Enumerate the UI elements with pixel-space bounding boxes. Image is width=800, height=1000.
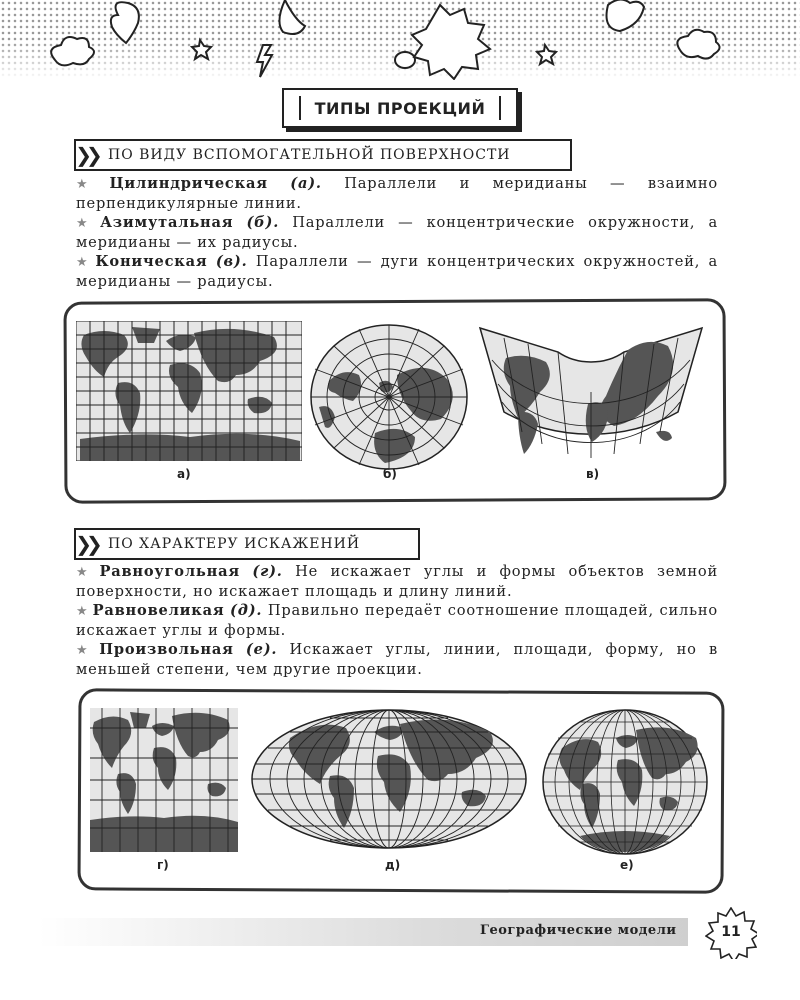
section-header-surface (74, 139, 572, 171)
page-number: 11 (721, 924, 741, 940)
star-icon: ★ (76, 604, 89, 619)
cloud-icon-2 (677, 30, 719, 59)
section-header-label: ПО ХАРАКТЕРУ ИСКАЖЕНИЙ (108, 536, 361, 552)
definition-conic: ★ Коническая (в). Параллели — дуги концентрических окружностей, а меридианы — радиусы. (76, 253, 718, 290)
section-header-distortion (74, 528, 420, 560)
definition-arbitrary: ★ Произвольная (е). Искажает углы, линии, площади, форму, но в меньшей степени, чем другие проекции. (76, 641, 718, 678)
azimuthal-map (309, 323, 469, 471)
section2-definitions (76, 562, 718, 679)
caption-e: е) (620, 858, 634, 872)
definition-azimuthal: ★ Азимутальная (б). Параллели — концентрические окружности, а меридианы — их радиусы. (76, 214, 718, 251)
star-icon: ★ (76, 565, 96, 580)
caption-b: б) (383, 467, 397, 481)
double-chevron-icon: ❯❯ (75, 532, 97, 556)
arbitrary-map (540, 708, 710, 856)
conic-map (478, 322, 704, 464)
star-doodle-icon (192, 40, 211, 59)
caption-a: а) (177, 467, 191, 481)
definition-equal-area: ★ Равновеликая (д). Правильно передаёт соотношение площадей, сильно искажает углы и формы. (76, 602, 718, 639)
footer-chapter-title: Географические модели (480, 923, 677, 938)
burst-icon (412, 5, 490, 79)
cylindrical-map (76, 321, 302, 461)
caption-v: в) (586, 467, 600, 481)
cloud-icon (51, 37, 94, 65)
definition-cylindrical: ★ Цилиндрическая (а). Параллели и меридианы — взаимно перпендикулярные линии. (76, 175, 718, 212)
heart-icon-2 (279, 0, 305, 34)
page-title-box (282, 88, 518, 128)
definition-conformal: ★ Равноугольная (г). Не искажает углы и формы объектов земной поверхности, но искажает площадь и длину линий. (76, 563, 718, 600)
double-chevron-icon: ❯❯ (75, 143, 97, 167)
decorative-doodles (0, 0, 800, 80)
section1-definitions (76, 174, 718, 291)
caption-d: д) (385, 858, 401, 872)
page-title: ТИПЫ ПРОЕКЦИЙ (299, 96, 502, 120)
star-icon: ★ (76, 216, 97, 231)
caption-g: г) (157, 858, 169, 872)
star-icon: ★ (76, 255, 92, 270)
star-doodle-icon-2 (537, 45, 556, 64)
conformal-map (90, 708, 238, 852)
heart-icon (111, 2, 139, 43)
star-icon: ★ (76, 177, 106, 192)
heart-icon-3 (607, 0, 645, 31)
equal-area-map (250, 708, 528, 850)
star-icon: ★ (76, 643, 96, 658)
section-header-label: ПО ВИДУ ВСПОМОГАТЕЛЬНОЙ ПОВЕРХНОСТИ (108, 147, 511, 163)
lightning-icon (257, 45, 272, 77)
ring-icon (395, 52, 415, 68)
